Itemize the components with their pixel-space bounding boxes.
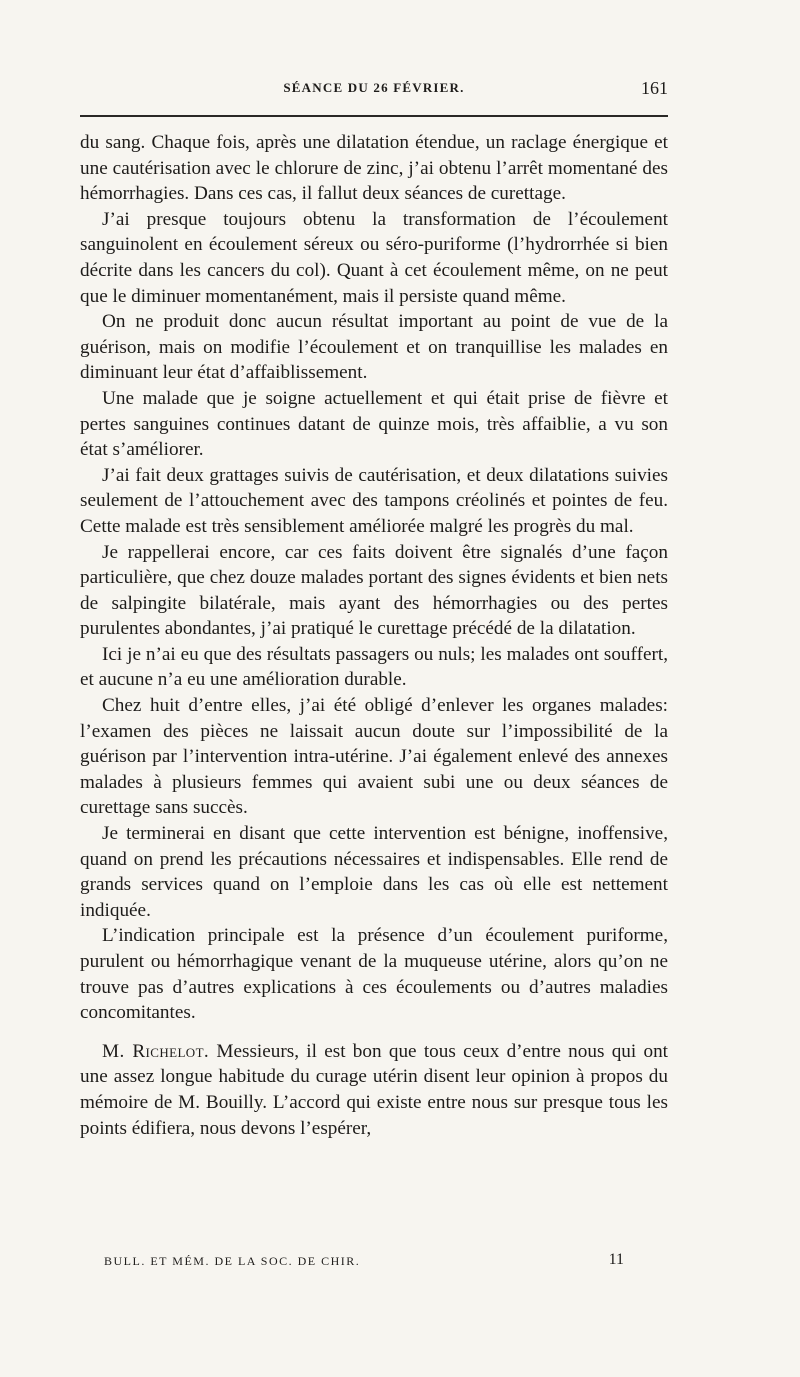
journal-title: BULL. ET MÉM. DE LA SOC. DE CHIR. — [104, 1254, 361, 1268]
running-header — [80, 78, 668, 102]
speaker-name: M. Richelot. — [102, 1040, 210, 1062]
paragraph: J’ai presque toujours obtenu la transformation de l’écoulement sanguinolent en écoulement séreux ou séro-puriforme (l’hydrorrhée si bien décrite dans les cancers du col). Quant à cet écoulement même, on ne peut que le diminuer momentanément, mais il persiste quand même. — [80, 208, 668, 307]
page-footer — [104, 1251, 624, 1273]
speaker-text: Messieurs, il est bon que tous ceux d’entre nous qui ont une assez longue habitude du curage utérin disent leur opinion à propos du mémoire de M. Bouilly. L’accord qui existe entre nous sur presque tous les points édifiera, nous devons l’espérer, — [80, 1040, 669, 1139]
paragraph: Une malade que je soigne actuellement et qui était prise de fièvre et pertes sanguines continues datant de quinze mois, très affaiblie, a vu son état s’améliorer. — [80, 387, 668, 461]
header-title: SÉANCE DU 26 FÉVRIER. — [283, 80, 465, 95]
paragraph: On ne produit donc aucun résultat important au point de vue de la guérison, mais on modifie l’écoulement et on tranquillise les malades en diminuant leur état d’affaiblissement. — [80, 311, 668, 384]
paragraph: L’indication principale est la présence d’un écoulement puriforme, purulent ou hémorrhagique venant de la muqueuse utérine, alors qu’on ne trouve pas d’autres explications à ces écoulements ou d’autres maladies concomitantes. — [80, 925, 668, 1024]
speaker-paragraph — [80, 1039, 668, 1141]
header-rule — [80, 115, 668, 117]
paragraph: Ici je n’ai eu que des résultats passagers ou nuls; les malades ont souffert, et aucune n’a eu une amélioration durable. — [80, 643, 668, 691]
paragraph: J’ai fait deux grattages suivis de cautérisation, et deux dilatations suivies seulement de l’attouchement avec des tampons créolinés et pointes de feu. Cette malade est très sensiblement améliorée malgré les progrès du mal. — [80, 464, 668, 537]
body-text — [80, 130, 668, 1141]
page-number: 161 — [641, 78, 668, 98]
paragraph: Je rappellerai encore, car ces faits doivent être signalés d’une façon particulière, que chez douze malades portant des signes évidents et bien nets de salpingite bilatérale, mais ayant des hémorrhagies ou des pertes purulentes abondantes, j’ai pratiqué le curettage précédé de la dilatation. — [80, 541, 668, 640]
paragraph: Je terminerai en disant que cette intervention est bénigne, inoffensive, quand on prend les précautions nécessaires et indispensables. Elle rend de grands services quand on l’emploie dans les cas où elle est nettement indiquée. — [80, 823, 668, 921]
paragraph: Chez huit d’entre elles, j’ai été obligé d’enlever les organes malades: l’examen des pièces ne laissait aucun doute sur l’impossibilité de la guérison par l’intervention intra-utérine. J’ai également enlevé des annexes malades à plusieurs femmes qui avaient subi une ou deux séances de curettage sans succès. — [80, 695, 668, 819]
paragraph: du sang. Chaque fois, après une dilatation étendue, un raclage énergique et une cautérisation avec le chlorure de zinc, j’ai obtenu l’arrêt momentané des hémorrhagies. Dans ces cas, il fallut deux séances de curettage. — [80, 132, 668, 205]
signature-mark: 11 — [608, 1251, 624, 1268]
